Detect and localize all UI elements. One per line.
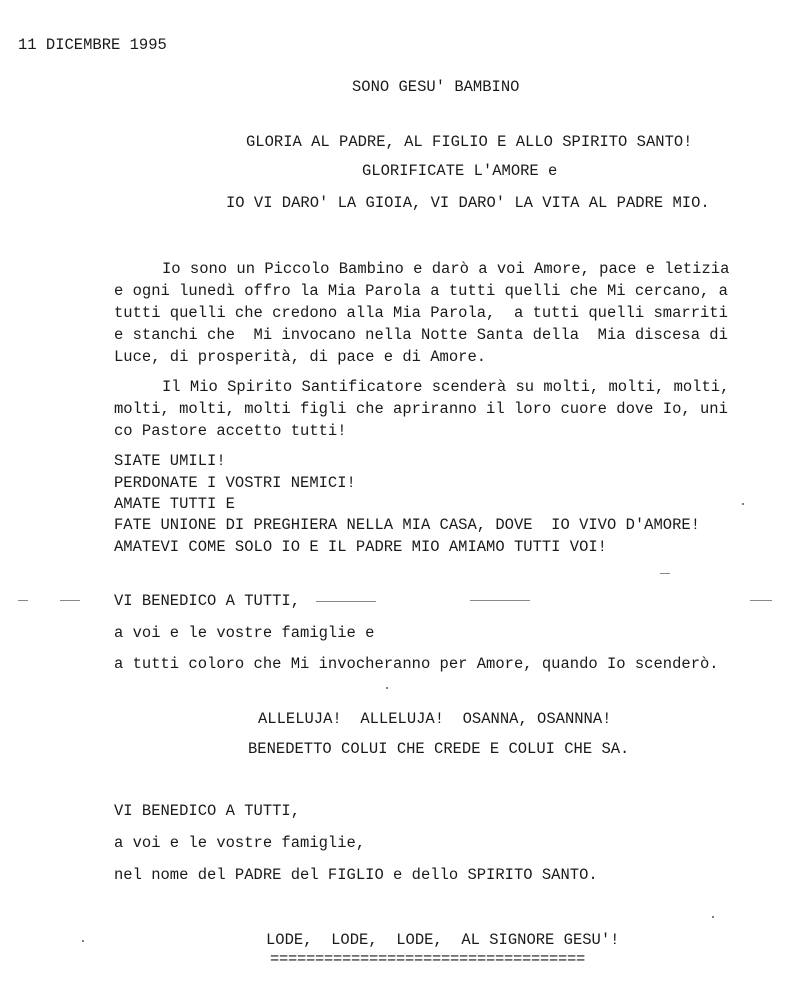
exhortation-5: AMATEVI COME SOLO IO E IL PADRE MIO AMIAMO TUTTI VOI! [114, 538, 607, 556]
closing-underline: =================================== [270, 950, 586, 968]
scan-speck [386, 687, 388, 689]
blessing1-line-3: a tutti coloro che Mi invocheranno per Amore, quando Io scenderò. [114, 655, 719, 673]
blessing2-line-3: nel nome del PADRE del FIGLIO e dello SPIRITO SANTO. [114, 866, 598, 884]
paragraph2-line-2: molti, molti, molti figli che apriranno il loro cuore dove Io, uni [114, 400, 728, 418]
scan-dash [316, 601, 376, 602]
paragraph2-line-1: Il Mio Spirito Santificatore scenderà su molti, molti, molti, [162, 378, 730, 396]
scan-dash [18, 600, 28, 601]
blessing1-line-1: VI BENEDICO A TUTTI, [114, 592, 301, 610]
scan-speck [82, 940, 84, 942]
paragraph1-line-4: e stanchi che Mi invocano nella Notte Santa della Mia discesa di [114, 326, 728, 344]
closing-praise: LODE, LODE, LODE, AL SIGNORE GESU'! [266, 931, 620, 949]
paragraph1-line-3: tutti quelli che credono alla Mia Parola, a tutti quelli smarriti [114, 304, 728, 322]
document-date: 11 DICEMBRE 1995 [18, 36, 167, 54]
praise-line-2: BENEDETTO COLUI CHE CREDE E COLUI CHE SA. [248, 740, 630, 758]
scan-dash [750, 600, 772, 601]
document-title: SONO GESU' BAMBINO [352, 78, 520, 96]
blessing1-line-2: a voi e le vostre famiglie e [114, 624, 375, 642]
scan-dash [60, 600, 80, 601]
blessing2-line-1: VI BENEDICO A TUTTI, [114, 802, 301, 820]
scan-speck [742, 503, 744, 505]
exhortation-4: FATE UNIONE DI PREGHIERA NELLA MIA CASA, DOVE IO VIVO D'AMORE! [114, 516, 700, 534]
exhortation-2: PERDONATE I VOSTRI NEMICI! [114, 474, 356, 492]
scan-speck [712, 916, 714, 918]
invocation-line-2: GLORIFICATE L'AMORE e [362, 162, 558, 180]
invocation-line-3: IO VI DARO' LA GIOIA, VI DARO' LA VITA AL PADRE MIO. [226, 194, 710, 212]
scan-dash [470, 600, 530, 601]
scan-dash [660, 573, 670, 574]
exhortation-1: SIATE UMILI! [114, 452, 226, 470]
blessing2-line-2: a voi e le vostre famiglie, [114, 834, 366, 852]
invocation-line-1: GLORIA AL PADRE, AL FIGLIO E ALLO SPIRITO SANTO! [246, 133, 693, 151]
paragraph1-line-2: e ogni lunedì offro la Mia Parola a tutti quelli che Mi cercano, a [114, 282, 728, 300]
praise-line-1: ALLELUJA! ALLELUJA! OSANNA, OSANNNA! [258, 710, 612, 728]
paragraph1-line-5: Luce, di prosperità, di pace e di Amore. [114, 348, 487, 366]
exhortation-3: AMATE TUTTI E [114, 495, 235, 513]
paragraph2-line-3: co Pastore accetto tutti! [114, 422, 347, 440]
paragraph1-line-1: Io sono un Piccolo Bambino e darò a voi Amore, pace e letizia [162, 260, 730, 278]
